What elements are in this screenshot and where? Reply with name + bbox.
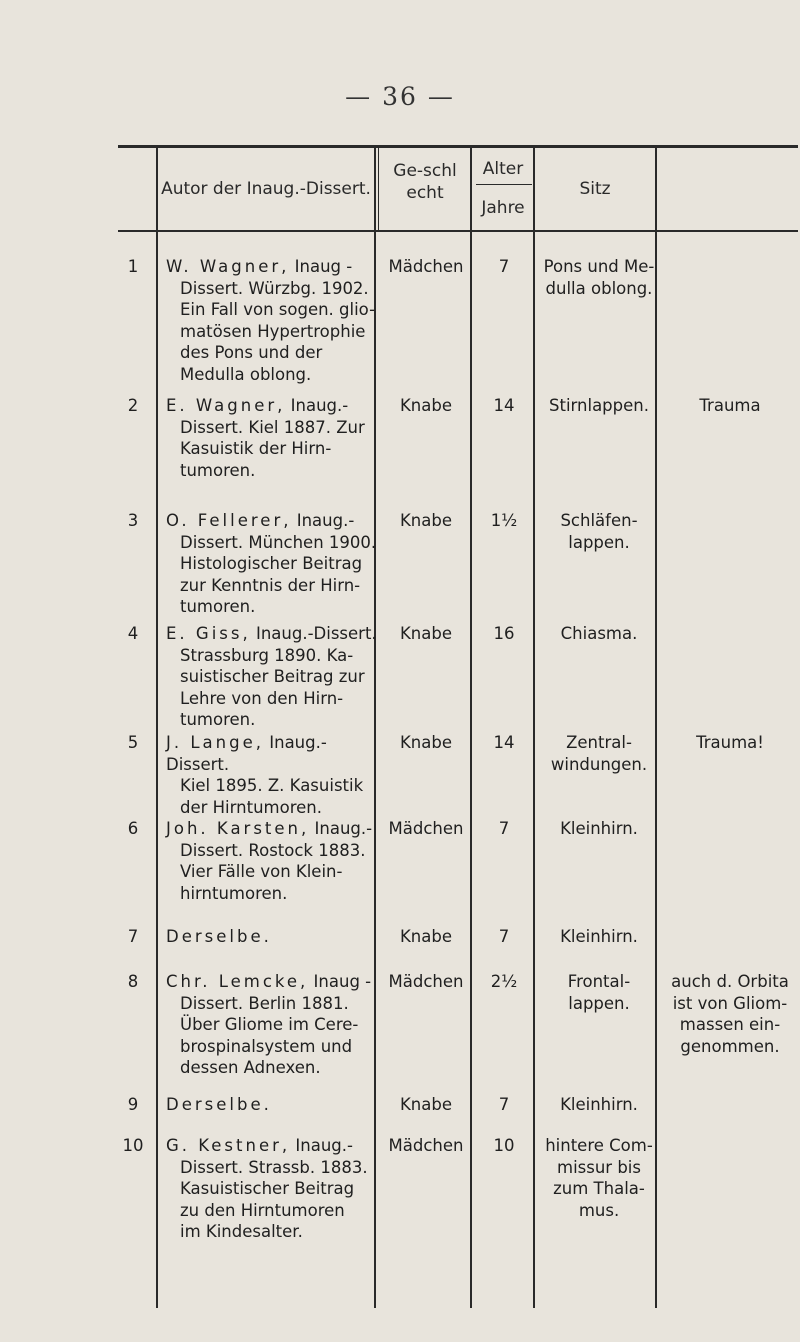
page-number: — 36 — — [345, 82, 455, 111]
author-name: O. Fellerer, — [166, 511, 292, 530]
site-value — [540, 926, 658, 948]
site-line: Chiasma. — [560, 624, 638, 643]
author-title-line: hirntumoren. — [180, 883, 288, 903]
remark-line: ist von Gliom- — [672, 993, 788, 1013]
site-line: windungen. — [550, 754, 648, 774]
age-value: 7 — [498, 1095, 510, 1114]
age-value: 1½ — [490, 511, 518, 530]
author-title-line: zur Kenntnis der Hirn- — [180, 575, 361, 595]
author-title-line: tumoren. — [180, 597, 256, 616]
author-name: Derselbe. — [166, 1095, 272, 1114]
site-value — [540, 510, 658, 553]
site-line: zum Thala- — [553, 1179, 645, 1198]
author-entry — [166, 1135, 378, 1243]
header-site: Sitz — [579, 179, 611, 199]
age-value: 7 — [498, 257, 510, 276]
column-rule-3 — [470, 148, 472, 1308]
author-name: E. Wagner, — [166, 396, 286, 415]
site-line: Kleinhirn. — [560, 819, 638, 838]
row-number: 7 — [127, 927, 139, 946]
age-value: 10 — [493, 1136, 515, 1155]
header-bottom-rule — [118, 230, 798, 232]
author-title-line: Dissert. Rostock 1883. — [180, 840, 366, 860]
author-entry — [166, 971, 378, 1079]
author-title-line: der Hirntumoren. — [180, 797, 322, 817]
row-number: 1 — [127, 257, 139, 276]
author-title-line: Dissert. Strassb. 1883. — [180, 1157, 368, 1177]
header-sex — [380, 160, 470, 204]
sex-value: Knabe — [399, 733, 452, 752]
sex-value: Mädchen — [388, 1136, 464, 1155]
author-name: Joh. Karsten, — [166, 819, 310, 838]
sex-value: Mädchen — [388, 972, 464, 991]
age-header-divider — [476, 184, 532, 185]
site-value — [540, 971, 658, 1014]
site-value — [540, 1135, 658, 1221]
author-entry — [166, 256, 378, 385]
header-age-unit: Jahre — [481, 198, 525, 218]
author-entry — [166, 510, 378, 618]
author-title-line: matösen Hypertrophie — [180, 321, 366, 341]
remark-line: auch d. Orbita — [671, 972, 789, 991]
row-number: 3 — [127, 511, 139, 530]
author-title-line: Strassburg 1890. Ka- — [180, 645, 354, 665]
author-title-line: tumoren. — [180, 710, 256, 729]
author-title-line: brospinalsystem und — [180, 1036, 353, 1056]
remark-value — [662, 971, 798, 1057]
sex-value: Knabe — [399, 1095, 452, 1114]
site-line: hintere Com- — [545, 1136, 653, 1155]
author-title-start: Inaug - — [289, 257, 353, 276]
age-value: 2½ — [490, 972, 518, 991]
row-number: 2 — [127, 396, 139, 415]
author-name: E. Giss, — [166, 624, 251, 643]
column-rule-5 — [655, 148, 657, 1308]
site-line: Stirnlappen. — [549, 396, 649, 415]
site-line: lappen. — [568, 532, 630, 552]
author-title-line: Dissert. München 1900. — [180, 532, 377, 552]
author-entry — [166, 818, 378, 904]
author-title-start: Inaug.- — [290, 1136, 353, 1155]
remark-value — [662, 732, 798, 754]
author-title-line: Kiel 1895. Z. Kasuistik — [180, 776, 364, 795]
author-name: W. Wagner, — [166, 257, 290, 276]
author-title-start: Inaug.-Dissert. — [250, 624, 377, 643]
remark-line: Trauma — [699, 396, 761, 415]
author-title-line: Histologischer Beitrag — [180, 554, 363, 573]
header-age-group: Alter — [482, 159, 524, 179]
author-title-line: im Kindesalter. — [180, 1222, 303, 1241]
author-title-start: Inaug.-Dissert. — [166, 733, 327, 774]
row-number: 8 — [127, 972, 139, 991]
author-entry — [166, 623, 378, 731]
author-entry — [166, 395, 378, 481]
author-title-line: Dissert. Würzbg. 1902. — [180, 278, 369, 298]
site-line: mus. — [578, 1200, 620, 1220]
site-value — [540, 818, 658, 840]
column-rule-4 — [533, 148, 535, 1308]
author-title-start: Inaug - — [308, 972, 372, 991]
remark-line: genommen. — [680, 1036, 780, 1056]
sex-value: Mädchen — [388, 257, 464, 276]
author-title-start: Inaug.- — [309, 819, 373, 838]
remark-line: massen ein- — [679, 1015, 781, 1034]
author-title-line: Dissert. Berlin 1881. — [180, 993, 349, 1013]
site-line: Zentral- — [566, 733, 632, 752]
author-title-line: Lehre von den Hirn- — [180, 688, 344, 708]
column-rule-2b — [378, 148, 379, 232]
age-value: 14 — [493, 733, 515, 752]
author-title-line: Ein Fall von sogen. glio- — [180, 300, 376, 319]
site-line: lappen. — [568, 993, 630, 1013]
row-number: 5 — [127, 733, 139, 752]
author-title-line: dessen Adnexen. — [180, 1058, 321, 1077]
author-name: Derselbe. — [166, 927, 272, 946]
sex-value: Knabe — [399, 511, 452, 530]
age-value: 16 — [493, 624, 515, 643]
age-value: 7 — [498, 927, 510, 946]
row-number: 10 — [122, 1136, 144, 1155]
author-name: J. Lange, — [166, 733, 264, 752]
author-title-line: Kasuistischer Beitrag — [180, 1179, 355, 1198]
site-line: missur bis — [557, 1157, 641, 1177]
author-title-line: des Pons und der — [180, 343, 323, 362]
row-number: 4 — [127, 624, 139, 643]
header-sex-label: Ge-schlecht — [393, 161, 457, 203]
site-line: Frontal- — [567, 972, 631, 991]
author-title-line: Dissert. Kiel 1887. Zur — [180, 417, 365, 437]
remark-line: Trauma! — [696, 733, 764, 752]
author-title-line: Medulla oblong. — [180, 364, 312, 384]
author-title-line: Vier Fälle von Klein- — [180, 862, 343, 881]
author-title-start: Inaug.- — [285, 396, 349, 415]
sex-value: Knabe — [399, 396, 452, 415]
author-entry — [166, 1094, 378, 1116]
author-title-start: Inaug.- — [291, 511, 355, 530]
site-line: Pons und Me- — [543, 257, 655, 276]
author-entry — [166, 732, 378, 818]
sex-value: Knabe — [399, 927, 452, 946]
row-number: 6 — [127, 819, 139, 838]
age-value: 14 — [493, 396, 515, 415]
row-number: 9 — [127, 1095, 139, 1114]
site-value — [540, 395, 658, 417]
site-line: Kleinhirn. — [560, 927, 638, 946]
column-rule-1 — [156, 148, 158, 1308]
author-title-line: tumoren. — [180, 460, 256, 480]
author-title-line: Über Gliome im Cere- — [180, 1015, 359, 1034]
author-name: Chr. Lemcke, — [166, 972, 309, 991]
sex-value: Knabe — [399, 624, 452, 643]
author-name: G. Kestner, — [166, 1136, 291, 1155]
sex-value: Mädchen — [388, 819, 464, 838]
table-top-rule — [118, 145, 798, 148]
site-line: Schläfen- — [560, 511, 638, 530]
author-title-line: suistischer Beitrag zur — [180, 667, 365, 686]
author-title-line: Kasuistik der Hirn- — [180, 439, 332, 458]
author-title-line: zu den Hirntumoren — [180, 1200, 345, 1220]
site-line: Kleinhirn. — [560, 1095, 638, 1114]
age-value: 7 — [498, 819, 510, 838]
author-entry — [166, 926, 378, 948]
header-author: Autor der Inaug.-Dissert. — [161, 179, 371, 199]
site-value — [540, 623, 658, 645]
site-value — [540, 732, 658, 775]
site-value — [540, 1094, 658, 1116]
site-line: dulla oblong. — [545, 278, 653, 298]
remark-value — [662, 395, 798, 417]
site-value — [540, 256, 658, 299]
